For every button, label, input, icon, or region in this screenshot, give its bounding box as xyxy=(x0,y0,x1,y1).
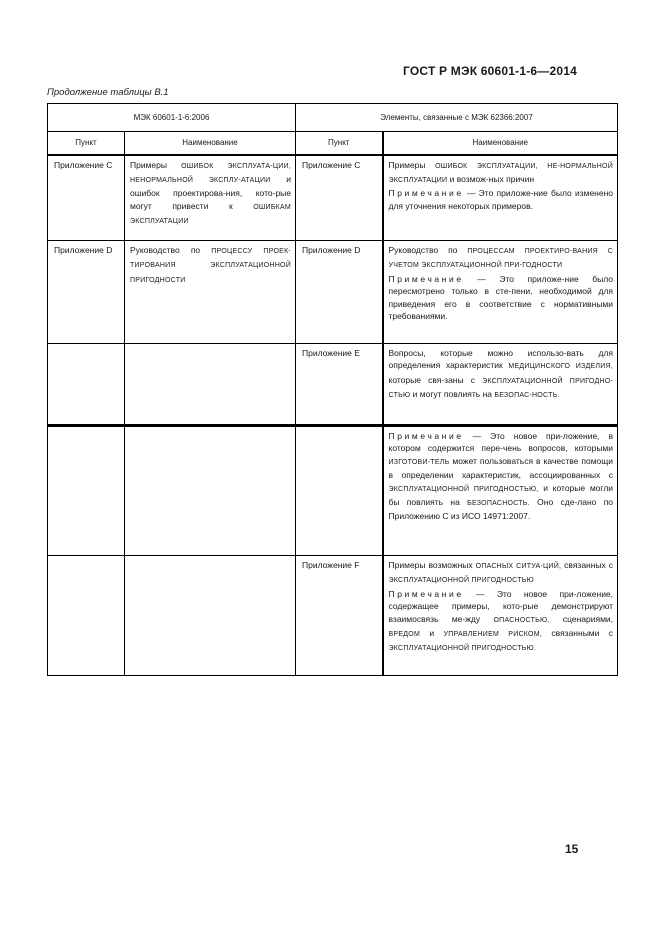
table-header xyxy=(48,104,618,155)
table-row xyxy=(48,241,618,344)
standard-number-header: ГОСТ Р МЭК 60601-1-6—2014 xyxy=(403,64,577,78)
cell-punkt-right: Приложение E xyxy=(296,344,383,426)
cell-punkt-right xyxy=(296,426,383,556)
cell-name-right: Вопросы, которые можно использо-вать для определения характеристик МЕДИЦИНСКОГО ИЗДЕЛИЯ, которые свя-заны с ЭКСПЛУАТАЦИОННОЙ ПРИГОДНО-СТЬЮ и могут повлиять на БЕЗОПАС-НОСТЬ. xyxy=(383,344,618,426)
cell-name-left xyxy=(125,426,296,556)
cell-name-right: Примечание — Это новое при-ложение, в котором содержится пере-чень вопросов, которыми ИЗГОТОВИ-ТЕЛЬ может пользоваться в качестве помощи в определении характеристик, ассоциированных с ЭКСПЛУАТАЦИОННОЙ ПРИГОДНОСТЬЮ, и которые могли бы повлиять на БЕЗОПАСНОСТЬ. Оно сде-лано по Приложению C из ИСО 14971:2007. xyxy=(383,426,618,556)
cell-name-left: Примеры ОШИБОК ЭКСПЛУАТА-ЦИИ, НЕНОРМАЛЬНОЙ ЭКСПЛУ-АТАЦИИ и ошибок проектирова-ния, кото-рые могут привести к ОШИБКАМ ЭКСПЛУАТАЦИИ xyxy=(125,155,296,241)
cell-punkt-right: Приложение C xyxy=(296,155,383,241)
cell-name-right: Примеры возможных ОПАСНЫХ СИТУА-ЦИЙ, связанных с ЭКСПЛУАТАЦИОННОЙ ПРИГОДНОСТЬЮ Примечание — Это новое при-ложение, содержащее примеры, кото-рые демонстрируют взаимосвязь ме-жду ОПАСНОСТЬЮ, сценариями, ВРЕДОМ и УПРАВЛЕНИЕМ РИСКОМ, связанными с ЭКСПЛУАТАЦИОННОЙ ПРИГОДНОСТЬЮ. xyxy=(383,556,618,676)
group-header-row xyxy=(48,104,618,132)
cell-punkt-left xyxy=(48,344,125,426)
group-header-right: Элементы, связанные с МЭК 62366:2007 xyxy=(296,104,618,132)
group-header-left: МЭК 60601-1-6:2006 xyxy=(48,104,296,132)
table-row xyxy=(48,426,618,556)
cell-punkt-right: Приложение F xyxy=(296,556,383,676)
cell-punkt-left xyxy=(48,556,125,676)
cell-punkt-left: Приложение C xyxy=(48,155,125,241)
cell-name-right: Примеры ОШИБОК ЭКСПЛУАТАЦИИ, НЕ-НОРМАЛЬНОЙ ЭКСПЛУАТАЦИИ и возмож-ных причин Примечание — Это приложе-ние было изменено для уточнения некоторых примеров. xyxy=(383,155,618,241)
column-header-punkt-left: Пункт xyxy=(48,132,125,155)
cell-punkt-right: Приложение D xyxy=(296,241,383,344)
cell-name-left xyxy=(125,556,296,676)
cell-name-left: Руководство по ПРОЦЕССУ ПРОЕК-ТИРОВАНИЯ ЭКСПЛУАТАЦИОННОЙ ПРИГОДНОСТИ xyxy=(125,241,296,344)
cell-punkt-left xyxy=(48,426,125,556)
column-header-row xyxy=(48,132,618,155)
page-number: 15 xyxy=(565,842,579,856)
cell-name-right: Руководство по ПРОЦЕССАМ ПРОЕКТИРО-ВАНИЯ С УЧЕТОМ ЭКСПЛУАТАЦИОННОЙ ПРИ-ГОДНОСТИ Примечание — Это приложе-ние было пересмотрено только в сте-пени, необходимой для приведения его в соответствие с нормативными требованиями. xyxy=(383,241,618,344)
table-row xyxy=(48,344,618,426)
column-header-name-left: Наименование xyxy=(125,132,296,155)
comparison-table xyxy=(47,103,618,676)
table-row xyxy=(48,155,618,241)
column-header-punkt-right: Пункт xyxy=(296,132,383,155)
table-body xyxy=(48,155,618,676)
cell-name-left xyxy=(125,344,296,426)
column-header-name-right: Наименование xyxy=(383,132,618,155)
table-row xyxy=(48,556,618,676)
cell-punkt-left: Приложение D xyxy=(48,241,125,344)
table-caption: Продолжение таблицы В.1 xyxy=(47,87,169,98)
